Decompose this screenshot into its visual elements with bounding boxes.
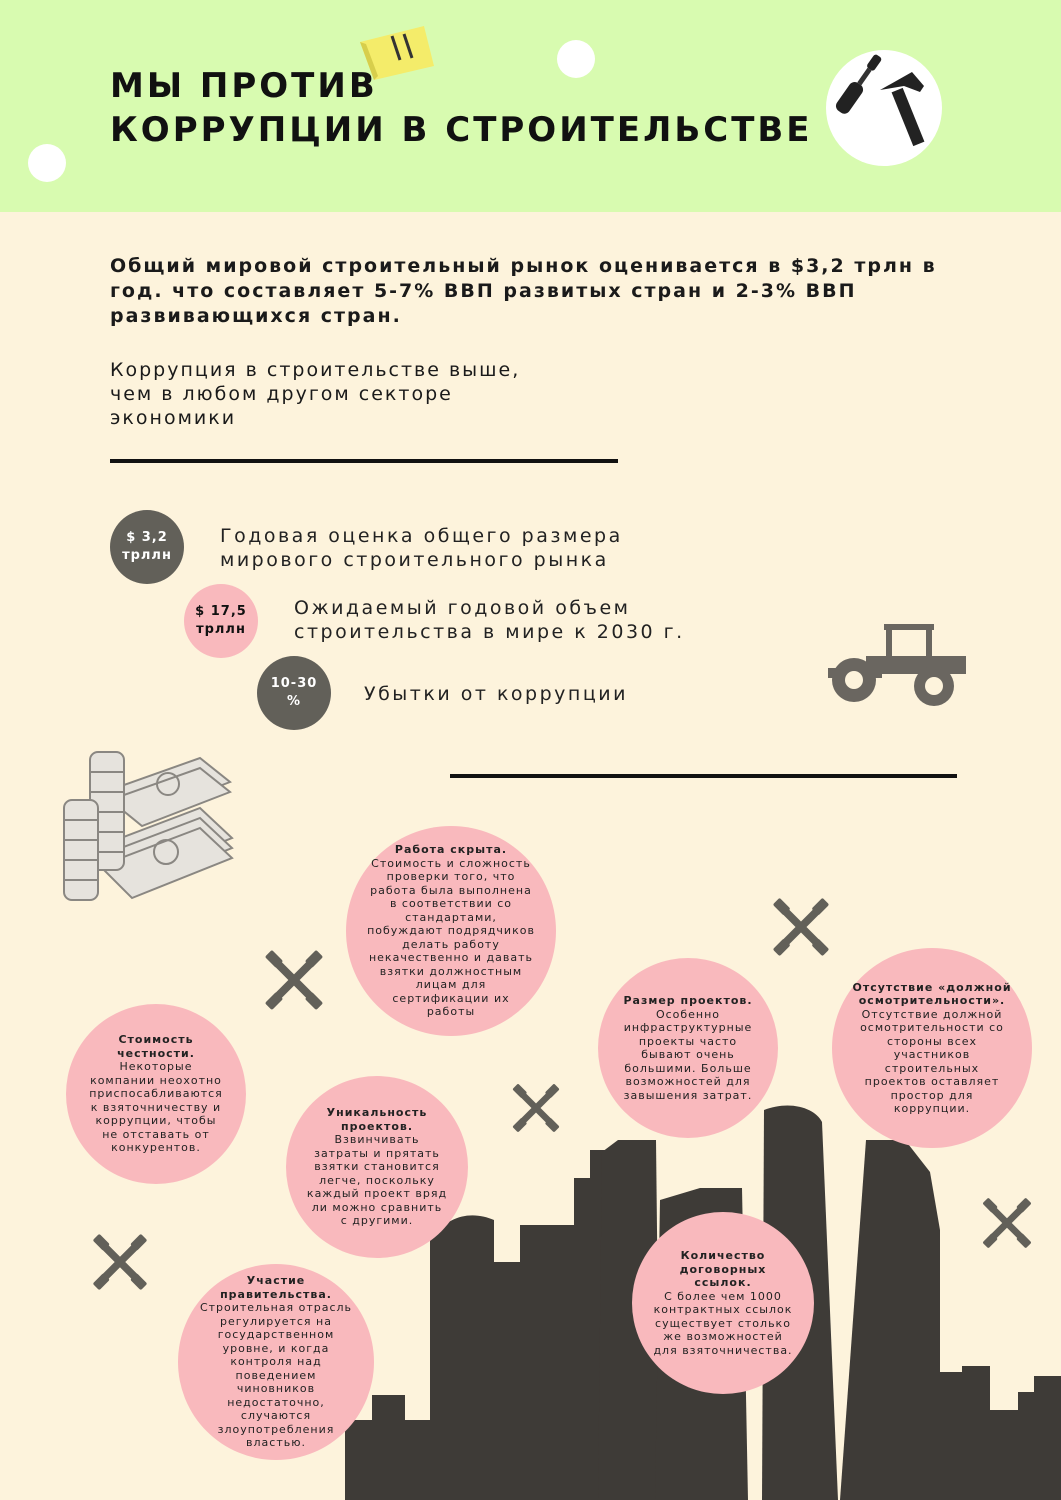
bubble-title: Размер проектов.: [623, 994, 753, 1007]
bubble-government-involvement: [178, 1264, 374, 1460]
bubble-title: Участие правительства.: [220, 1274, 332, 1301]
bubble-cost-of-honesty: [66, 1004, 246, 1184]
bubble-contract-links: [632, 1212, 814, 1394]
bubble-project-size: [598, 958, 778, 1138]
bubble-title: Количество договорных ссылок.: [679, 1249, 767, 1289]
bubble-body: Особенно инфраструктурные проекты часто бывают очень большими. Больше возможностей для завышения затрат.: [623, 1007, 753, 1102]
title-line-1: МЫ ПРОТИВ: [110, 66, 378, 106]
intro-main-text: Общий мировой строительный рынок оценивается в $3,2 трлн в год. что составляет 5-7% ВВП развитых стран и 2-3% ВВП развивающихся стран.: [110, 255, 937, 327]
stat-badge-2030: $ 17,5 трллн: [184, 584, 258, 658]
bubble-hidden-work: [346, 826, 556, 1036]
bubble-due-diligence: [832, 948, 1032, 1148]
bubble-body: Некоторые компании неохотно приспосабливаются к взяточничеству и коррупции, чтобы не отставать от конкурентов.: [89, 1060, 223, 1155]
bubble-body: С более чем 1000 контрактных ссылок существует столько же возможностей для взяточничества.: [653, 1289, 793, 1357]
bubble-title: Стоимость честности.: [117, 1033, 195, 1060]
stat-badge-market: $ 3,2 трллн: [110, 510, 184, 584]
bubble-body: Взвинчивать затраты и прятать взятки становится легче, поскольку каждый проект вряд ли можно сравнить с другими.: [306, 1133, 448, 1228]
stat-text-losses: Убытки от коррупции: [364, 683, 628, 705]
stat-badge-losses: 10-30 %: [257, 656, 331, 730]
bubble-body: Стоимость и сложность проверки того, что работа была выполнена в соответствии со стандартами, побуждают подрядчиков делать работу некачественно и давать взятки должностным лицам для сертификации их работы: [367, 856, 535, 1019]
title-line-2: КОРРУПЦИИ В СТРОИТЕЛЬСТВЕ: [110, 110, 813, 150]
stat-text-2030: Ожидаемый годовой объем строительства в мире к 2030 г.: [294, 597, 685, 643]
bubble-title: Отсутствие «должной осмотрительности».: [852, 980, 1012, 1007]
bubble-title: Работа скрыта.: [394, 843, 508, 857]
bubble-title: Уникальность проектов.: [326, 1106, 428, 1133]
bubble-body: Строительная отрасль регулируется на государственном уровне, и когда контроля над поведением чиновников недостаточно, случаются злоупотребления властью.: [199, 1301, 353, 1450]
bubble-body: Отсутствие должной осмотрительности со стороны всех участников строительных проектов оставляет простор для коррупции.: [860, 1007, 1004, 1115]
bubble-project-uniqueness: [286, 1076, 468, 1258]
intro-secondary-text: Коррупция в строительстве выше, чем в любом другом секторе экономики: [110, 359, 521, 429]
stat-text-market: Годовая оценка общего размера мирового строительного рынка: [220, 525, 623, 571]
